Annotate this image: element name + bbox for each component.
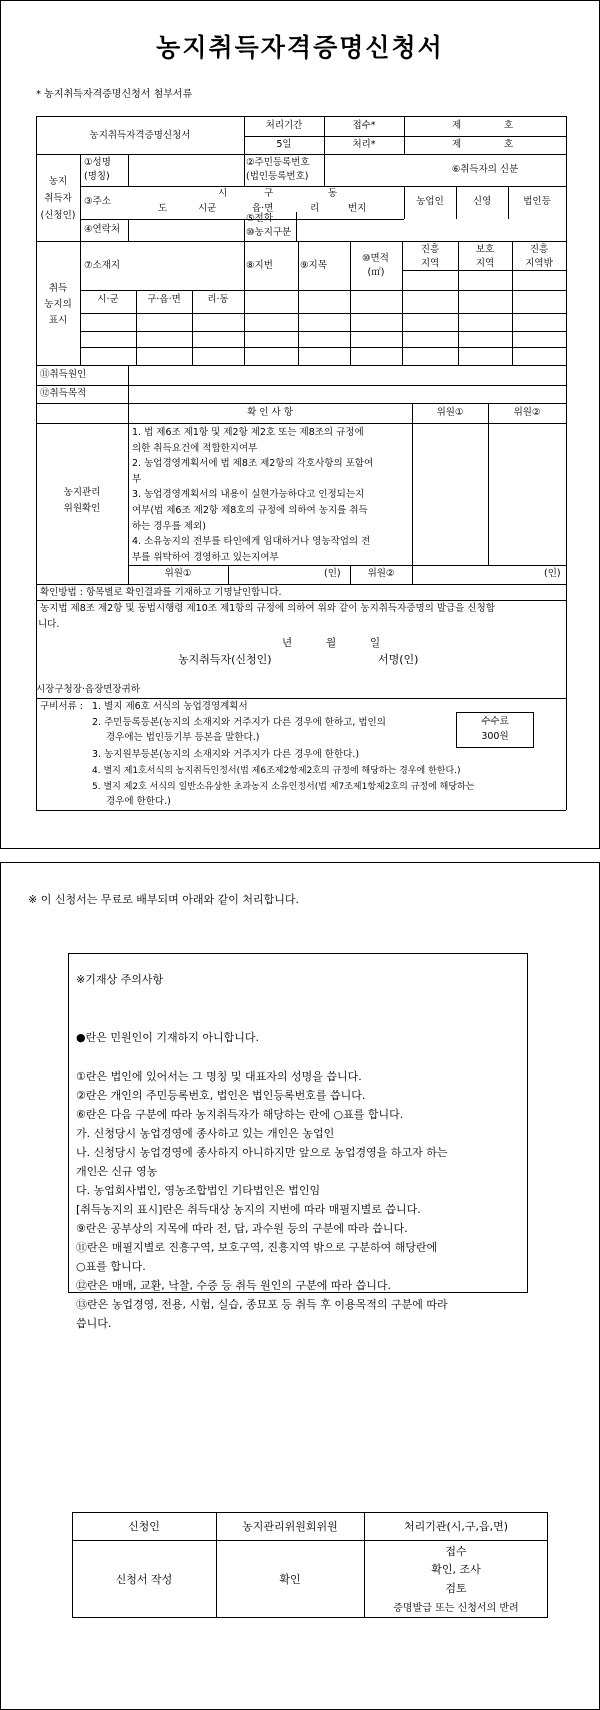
status-option-new: 신영: [472, 196, 492, 207]
attachment-note: * 농지취득자격증명신청서 첨부서류: [36, 89, 193, 100]
member1-header: 위원①: [436, 407, 464, 418]
status-option-corp: 법인등: [523, 196, 551, 207]
contact-label: ④연락처: [84, 224, 121, 235]
grid-line: [298, 241, 299, 365]
lot-label: ⑧지번: [246, 260, 273, 271]
docs-prefix: 구비서류 :: [40, 701, 83, 712]
doc-line: 2. 주민등록등본(농지의 소재지와 거주지가 다른 경우에 한하고, 법인의: [92, 717, 386, 728]
grid-line: [128, 219, 129, 241]
note-line: ○표를 합니다.: [76, 1260, 146, 1273]
note-line: ⑥란은 다음 구분에 따라 농지취득자가 해당하는 란에 ○표를 합니다.: [76, 1108, 404, 1121]
grid-line: [72, 1540, 548, 1541]
status-option-farmer: 농업인: [416, 196, 444, 207]
zone-protect-1: 보호: [475, 244, 495, 255]
period-value: 5일: [276, 139, 292, 150]
grid-line: [566, 116, 567, 810]
grid-line: [244, 241, 245, 365]
grid-line: [128, 154, 129, 186]
addr-dong: 동: [328, 188, 338, 199]
date-year: 년: [282, 637, 293, 649]
grid-line: [80, 290, 566, 291]
grid-line: [412, 403, 413, 565]
grid-line: [324, 154, 325, 186]
committee-side-label-2: 위원확인: [63, 503, 101, 514]
applicant-sign-label: 농지취득자(신청인): [178, 653, 272, 666]
committee-side-label-1: 농지관리: [63, 487, 101, 498]
land-side-label-2: 농지의: [44, 299, 72, 310]
doc-line: 3. 농지원부등본(농지의 소재지와 거주지가 다른 경우에 한한다.): [92, 749, 360, 760]
sub-header-sigun: 시·군: [97, 294, 119, 305]
grid-line: [80, 186, 566, 187]
addr-si: 시: [218, 188, 228, 199]
note-line: ①란은 법인에 있어서는 그 명칭 및 대표자의 성명을 씁니다.: [76, 1070, 362, 1083]
grid-line: [80, 347, 566, 348]
declaration-line-1: 농지법 제8조 제2항 및 동법시행령 제10조 제1항의 규정에 의하여 위와 같이 농지취득자증명의 발급을 신청합: [40, 603, 495, 614]
grid-line: [36, 698, 566, 699]
grid-line: [80, 331, 566, 332]
notes-title: ※기재상 주의사항: [76, 973, 164, 986]
flow-applicant-value: 신청서 작성: [115, 1573, 173, 1586]
rrn-label: ②주민등록번호: [246, 157, 310, 168]
grid-line: [296, 212, 297, 241]
grid-line: [412, 565, 413, 584]
sign-member2: 위원②: [367, 568, 395, 579]
addressee: 시장구청장·읍장면장귀하: [36, 684, 140, 695]
note-line: ②란은 개인의 주민등록번호, 법인은 법인등록번호를 씁니다.: [76, 1089, 366, 1102]
applicant-side-label-3: (신청인): [40, 210, 76, 221]
check-item: 4. 소유농지의 전부를 타인에게 임대하거나 영농작업의 전: [132, 536, 371, 548]
process-no-label: 제: [452, 139, 462, 150]
applicant-side-label-1: 농지: [48, 176, 68, 187]
grid-line: [80, 313, 566, 314]
grid-line: [36, 116, 566, 117]
zone-promo-1: 진흥: [420, 244, 440, 255]
rrn-label-sub: (법인등록번호): [246, 171, 309, 182]
grid-line: [244, 219, 245, 241]
check-item: 3. 농업경영계획서의 내용이 실현가능하다고 인정되는지: [132, 489, 365, 501]
grid-line: [402, 270, 566, 271]
note-line: 개인은 신규 영농: [76, 1165, 158, 1178]
sign-seal-label: 서명(인): [378, 653, 419, 666]
note-line: ⑨란은 공부상의 지목에 따라 전, 답, 과수원 등의 구분에 따라 씁니다.: [76, 1222, 408, 1235]
receipt-no-label: 제: [452, 120, 462, 131]
zone-promo-2: 지역: [420, 258, 440, 269]
addr-eupmyeon: 읍·면: [252, 203, 274, 214]
addr-sigun: 시군: [198, 203, 217, 214]
form-name-cell: 농지취득자격증명신청서: [89, 130, 191, 141]
flow-step: 접수: [445, 1545, 467, 1558]
cause-label: ⑪취득원인: [40, 369, 87, 380]
check-item: 부: [132, 473, 142, 485]
address-label: ③주소: [84, 196, 111, 207]
receipt-label: 접수*: [352, 120, 376, 131]
status-label: ⑥취득자의 신분: [451, 164, 519, 175]
note-line: 가. 신청당시 농업경영에 종사하고 있는 개인은 농업인: [76, 1127, 335, 1140]
note-line: ⑬란은 농업경영, 전용, 시험, 실습, 종묘포 등 취득 후 이용목적의 구분에 따라: [76, 1298, 448, 1311]
sub-header-eupmyeon: 구·읍·면: [147, 294, 181, 305]
addr-ri: 리: [310, 203, 320, 214]
doc-line: 4. 별지 제1호서식의 농지취득인정서(법 제6조제2항제2호의 규정에 해당하는 경우에 한한다.): [92, 766, 461, 776]
doc-line: 경우에는 법인등기부 등본을 말한다.): [106, 732, 260, 743]
flow-step: 확인, 조사: [431, 1563, 481, 1576]
check-item: 여부(법 제6조 제2항 제8호의 규정에 의하여 농지를 취득: [132, 505, 368, 516]
zone-outside-2: 지역밖: [525, 258, 553, 269]
confirm-method: 확인방법 : 항목별로 확인결과를 기재하고 기명날인합니다.: [40, 587, 282, 598]
grid-line: [36, 584, 566, 585]
sign-in1: (인): [324, 568, 341, 579]
sign-in2: (인): [544, 568, 561, 579]
note-line: ⑪란은 매필지별로 진흥구역, 보호구역, 진흥지역 밖으로 구분하여 해당란에: [76, 1241, 438, 1254]
flow-step: 증명발급 또는 신청서의 반려: [393, 1603, 519, 1614]
form-title: 농지취득자격증명신청서: [156, 33, 444, 62]
grid-line: [36, 810, 566, 811]
grid-line: [404, 116, 405, 154]
purpose-label: ⑫취득목적: [40, 388, 87, 399]
date-day: 일: [370, 637, 381, 649]
applicant-side-label-2: 취득자: [44, 193, 72, 204]
grid-line: [244, 136, 566, 137]
farm-class-label: ⑩농지구분: [246, 227, 292, 238]
declaration-line-2: 니다.: [38, 619, 60, 630]
check-item: 하는 경우를 제외): [132, 520, 206, 532]
grid-line: [80, 154, 81, 365]
member2-header: 위원②: [513, 407, 541, 418]
grid-line: [36, 600, 566, 601]
flow-step: 검토: [445, 1582, 467, 1595]
check-item: 부를 위탁하여 경영하고 있는지여부: [132, 551, 279, 563]
addr-beonji: 번지: [348, 203, 367, 214]
category-label: ⑨지목: [300, 260, 327, 271]
land-side-label-3: 표시: [48, 315, 68, 326]
grid-line: [128, 403, 129, 584]
zone-protect-2: 지역: [475, 258, 495, 269]
check-item: 1. 법 제6조 제1항 및 제2항 제2호 또는 제8조의 규정에: [132, 427, 364, 438]
name-label-sub: (명칭): [84, 171, 110, 182]
flow-header-applicant: 신청인: [128, 1520, 160, 1533]
grid-line: [244, 154, 245, 186]
period-label: 처리기간: [265, 120, 303, 131]
process-label: 처리*: [352, 139, 376, 150]
note-line: ⑫란은 매매, 교환, 낙찰, 수증 등 취득 원인의 구분에 따라 씁니다.: [76, 1279, 391, 1292]
sign-member1: 위원①: [164, 568, 192, 579]
phone-label: ⑤전화: [246, 213, 273, 224]
doc-line: 5. 별지 제2호 서식의 일반소유상한 초과농지 소유인정서(법 제7조제1항제2호의 규정에 해당하는: [92, 782, 475, 792]
receipt-no-suffix: 호: [504, 120, 514, 131]
flow-header-committee: 농지관리위원회위원: [242, 1520, 338, 1533]
addr-do: 도: [158, 203, 168, 214]
area-label: ⑩면적: [362, 253, 389, 264]
check-item: 2. 농업경영계획서에 법 제8조 제2항의 각호사항의 포함여: [132, 458, 374, 470]
process-no-suffix: 호: [504, 139, 514, 150]
flow-committee-value: 확인: [279, 1573, 301, 1586]
grid-line: [36, 423, 566, 424]
grid-line: [36, 385, 566, 386]
grid-line: [228, 565, 229, 584]
name-label: ①성명: [84, 157, 111, 168]
grid-line: [128, 365, 129, 403]
land-side-label-1: 취득: [48, 283, 68, 294]
grid-line: [350, 241, 351, 365]
grid-line: [488, 403, 489, 565]
note-line: 나. 신청당시 농업경영에 종사하지 아니하지만 앞으로 농업경영을 하고자 하는: [76, 1146, 448, 1159]
grid-line: [36, 241, 566, 242]
note-line: ●란은 민원인이 기재하지 아니합니다.: [76, 1031, 259, 1044]
date-month: 월: [326, 637, 337, 649]
location-label: ⑦소재지: [84, 260, 121, 271]
note-line: [취득농지의 표시]란은 취득대상 농지의 지번에 따라 매필지별로 씁니다.: [76, 1203, 421, 1216]
grid-line: [36, 403, 566, 404]
grid-line: [36, 154, 566, 155]
grid-line: [36, 365, 566, 366]
fee-label: 수수료: [481, 716, 509, 727]
note-line: 씁니다.: [76, 1317, 112, 1330]
sub-header-ridong: 리·동: [207, 294, 229, 305]
check-header: 확 인 사 항: [247, 407, 293, 418]
flow-header-agency: 처리기관(시,구,읍,면): [403, 1520, 509, 1533]
note-line: 다. 농업회사법인, 영농조합법인 기타법인은 법인임: [76, 1184, 321, 1197]
zone-outside-1: 진흥: [529, 244, 549, 255]
free-note: ※ 이 신청서는 무료로 배부되며 아래와 같이 처리합니다.: [28, 893, 299, 906]
check-item: 의한 취득요건에 적합한지여부: [132, 442, 258, 454]
doc-line: 경우에 한한다.): [106, 796, 171, 807]
area-unit: (㎡): [367, 267, 385, 278]
doc-line: 1. 별지 제6호 서식의 농업경영계획서: [92, 701, 248, 712]
fee-value: 300원: [481, 731, 509, 742]
addr-gu: 구: [264, 188, 274, 199]
